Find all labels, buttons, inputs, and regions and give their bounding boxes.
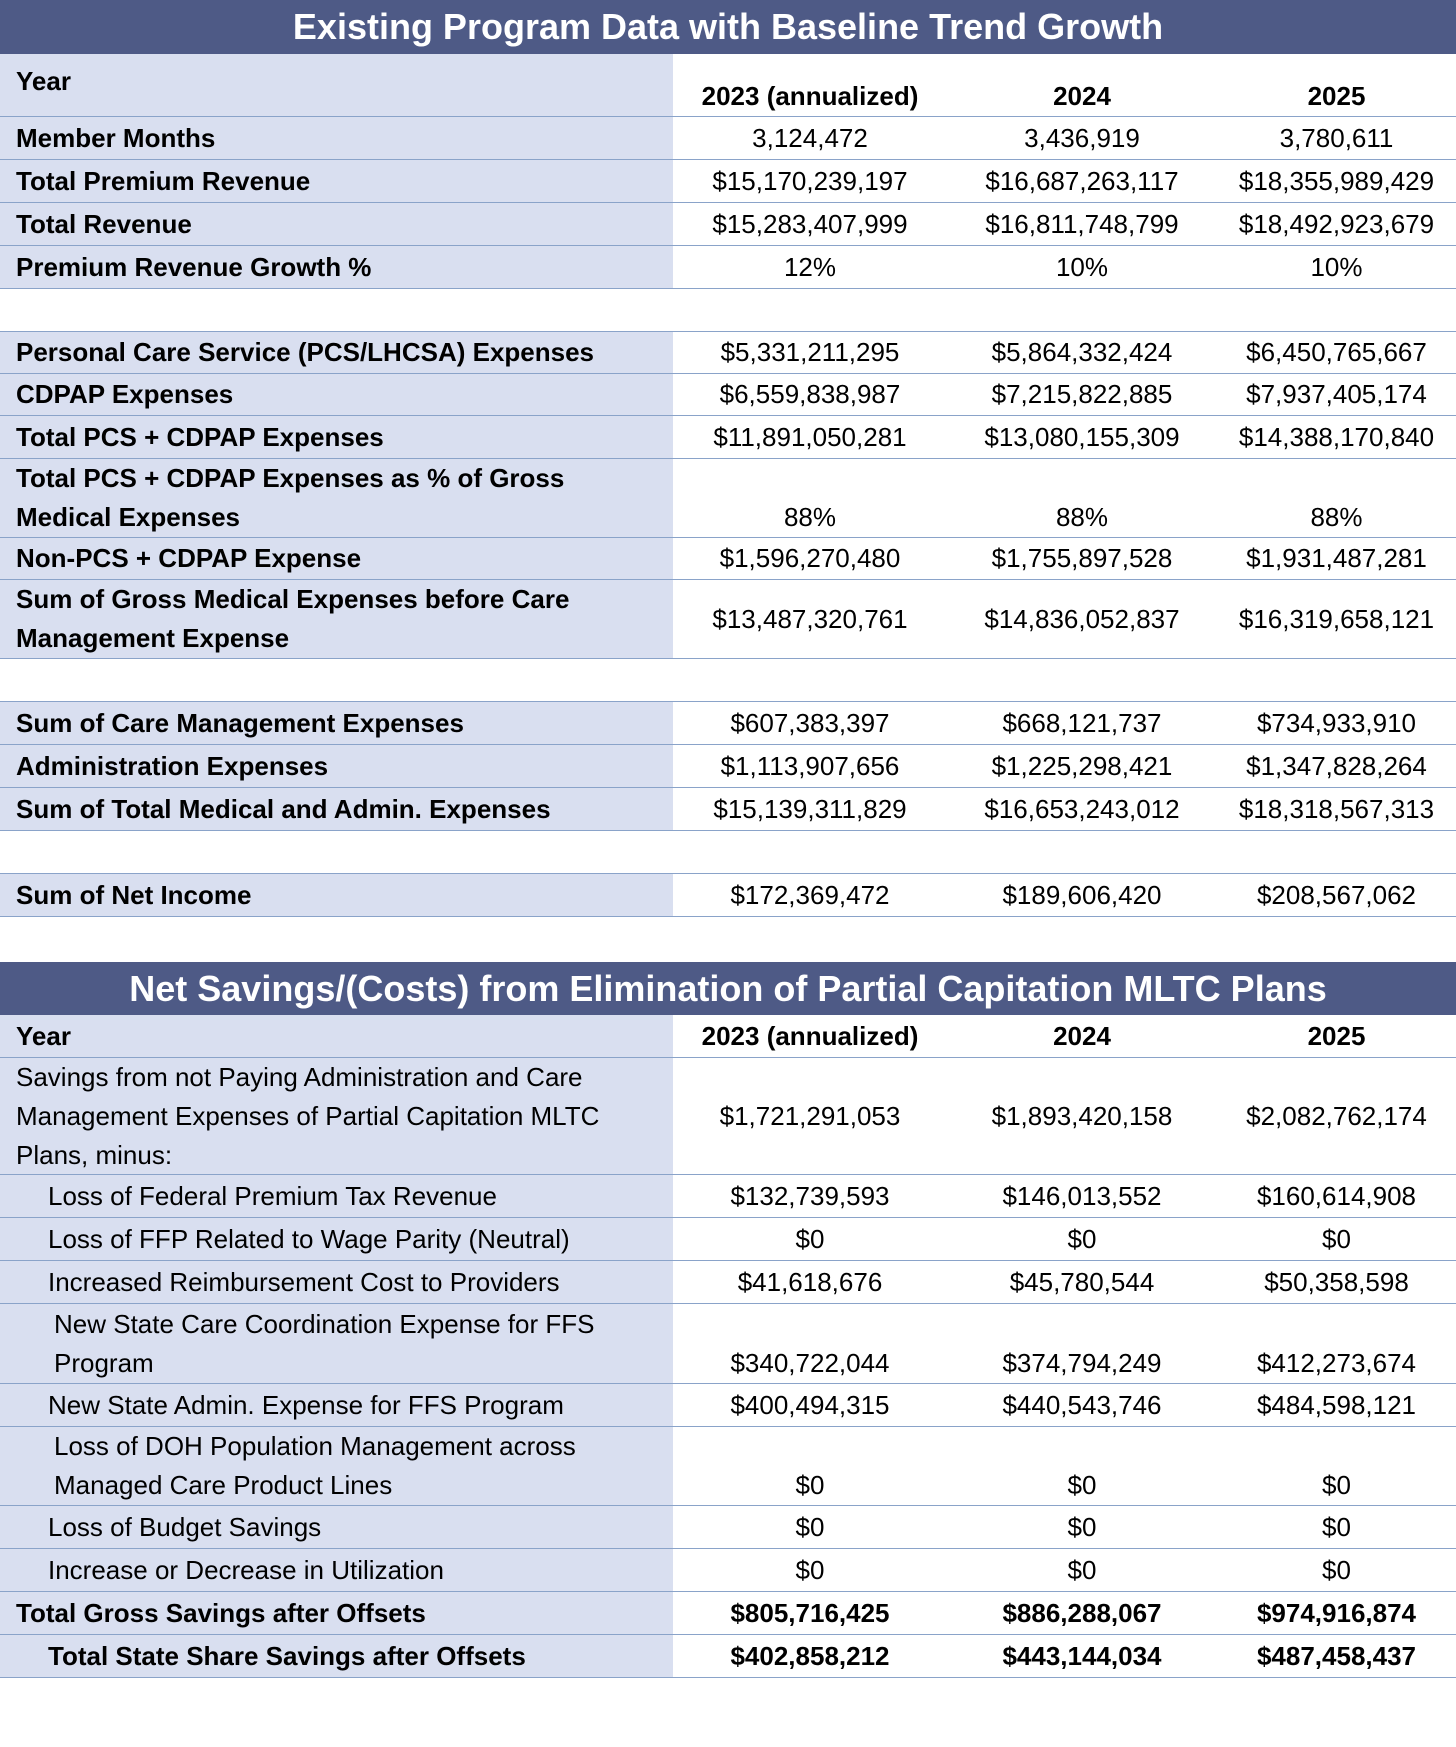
- row-value: $1,113,907,656: [720, 750, 900, 781]
- row-value: $734,933,910: [1256, 707, 1417, 738]
- row-value: 88%: [1310, 502, 1363, 532]
- row-value: $0: [795, 1511, 825, 1542]
- row-value: $2,082,762,174: [1246, 1100, 1427, 1131]
- table-row: [0, 874, 1456, 917]
- row-value: $50,358,598: [1264, 1266, 1409, 1297]
- row-label: Administration Expenses: [0, 745, 673, 787]
- row-value: $0: [795, 1223, 825, 1254]
- row-value: $189,606,420: [1002, 879, 1162, 910]
- spacer-cell: [0, 659, 673, 701]
- row-label: CDPAP Expenses: [0, 374, 673, 415]
- row-value: $16,653,243,012: [984, 793, 1180, 824]
- row-value: $886,288,067: [1002, 1597, 1162, 1628]
- spacer-row: [0, 831, 1456, 874]
- row-label: Loss of Federal Premium Tax Revenue: [0, 1175, 673, 1217]
- table2-header-row: [0, 1015, 1456, 1058]
- table2-header-col-2025: 2025: [1307, 1020, 1366, 1051]
- table2-header-col-2023: 2023 (annualized): [701, 1020, 919, 1051]
- table1-header-row: [0, 54, 1456, 117]
- table-row: [0, 1218, 1456, 1261]
- table-row: [0, 1175, 1456, 1218]
- row-label: Sum of Gross Medical Expenses before Care Management Expense: [0, 580, 673, 658]
- row-value: $132,739,593: [730, 1180, 890, 1211]
- row-value: $0: [1322, 1511, 1351, 1542]
- row-value: $443,144,034: [1002, 1640, 1162, 1671]
- row-value: $1,347,828,264: [1246, 750, 1427, 781]
- row-value: $412,273,674: [1256, 1348, 1417, 1378]
- row-value: $16,319,658,121: [1238, 603, 1435, 634]
- row-label: Increase or Decrease in Utilization: [0, 1549, 673, 1591]
- table-row: [0, 203, 1456, 246]
- row-label: Personal Care Service (PCS/LHCSA) Expenses: [0, 332, 673, 373]
- row-value: $13,080,155,309: [984, 421, 1180, 452]
- row-value: $668,121,737: [1002, 707, 1162, 738]
- row-value: 3,780,611: [1279, 122, 1394, 153]
- row-label: Sum of Care Management Expenses: [0, 702, 673, 744]
- row-label: Non-PCS + CDPAP Expense: [0, 538, 673, 579]
- row-value: 10%: [1310, 251, 1363, 282]
- table-row: [0, 788, 1456, 831]
- row-value: $18,492,923,679: [1238, 208, 1435, 239]
- table1-title-text: Existing Program Data with Baseline Trend Growth: [292, 6, 1164, 47]
- row-label: Total PCS + CDPAP Expenses as % of Gross Medical Expenses: [0, 459, 673, 537]
- row-label: Member Months: [0, 117, 673, 159]
- row-value: $1,721,291,053: [719, 1100, 901, 1131]
- row-value: $0: [1067, 1511, 1097, 1542]
- row-value: $607,383,397: [730, 707, 890, 738]
- row-value: $16,811,748,799: [985, 208, 1179, 239]
- row-value: $16,687,263,117: [985, 165, 1179, 196]
- row-value: $0: [1322, 1223, 1351, 1254]
- row-value: $1,931,487,281: [1246, 543, 1427, 573]
- row-label: Sum of Net Income: [0, 874, 673, 916]
- row-value: $41,618,676: [737, 1266, 883, 1297]
- row-label: Total Gross Savings after Offsets: [0, 1592, 673, 1634]
- table-row: [0, 1592, 1456, 1635]
- row-value: $400,494,315: [730, 1389, 890, 1420]
- table2-title-text: Net Savings/(Costs) from Elimination of Partial Capitation MLTC Plans: [129, 968, 1327, 1009]
- table-row: [0, 1261, 1456, 1304]
- row-value: $146,013,552: [1002, 1180, 1162, 1211]
- row-label: New State Admin. Expense for FFS Program: [0, 1384, 673, 1426]
- row-value: 10%: [1055, 251, 1109, 282]
- row-value: $208,567,062: [1256, 879, 1417, 910]
- row-label: Loss of Budget Savings: [0, 1506, 673, 1548]
- row-label: Total Revenue: [0, 203, 673, 245]
- row-value: $974,916,874: [1256, 1597, 1417, 1628]
- table1-header-label: Year: [0, 54, 673, 116]
- table-row: [0, 332, 1456, 374]
- row-label: Savings from not Paying Administration and Care Management Expenses of Partial Capitation MLTC Plans, minus:: [0, 1058, 673, 1174]
- table-row: [0, 1384, 1456, 1427]
- table-row: [0, 416, 1456, 459]
- row-value: $14,836,052,837: [984, 603, 1180, 634]
- row-value: $18,318,567,313: [1238, 793, 1435, 824]
- row-value: $0: [1067, 1223, 1097, 1254]
- row-value: $0: [795, 1470, 825, 1500]
- table-row: [0, 246, 1456, 289]
- table2-header-label: Year: [0, 1015, 673, 1057]
- row-value: $14,388,170,840: [1238, 421, 1435, 452]
- row-value: 3,124,472: [752, 122, 868, 153]
- spacer-row: [0, 289, 1456, 332]
- spacer-row: [0, 659, 1456, 702]
- row-label: Total Premium Revenue: [0, 160, 673, 202]
- table-row: [0, 117, 1456, 160]
- row-value: 88%: [783, 502, 837, 532]
- row-value: $1,596,270,480: [719, 543, 901, 573]
- row-value: $18,355,989,429: [1238, 165, 1435, 196]
- row-value: $484,598,121: [1256, 1389, 1417, 1420]
- table-row: [0, 1549, 1456, 1592]
- table-row: [0, 580, 1456, 659]
- table-row: [0, 160, 1456, 203]
- row-value: 12%: [783, 251, 837, 282]
- table1-header-col-2025: 2025: [1307, 81, 1366, 111]
- row-value: $160,614,908: [1256, 1180, 1417, 1211]
- table1-header-col-2023: 2023 (annualized): [701, 81, 919, 111]
- row-label: Total State Share Savings after Offsets: [0, 1635, 673, 1677]
- table-row: [0, 374, 1456, 416]
- row-value: $1,893,420,158: [991, 1100, 1173, 1131]
- row-value: 3,436,919: [1024, 122, 1140, 153]
- row-label: Loss of FFP Related to Wage Parity (Neutral): [0, 1218, 673, 1260]
- row-value: $487,458,437: [1256, 1640, 1417, 1671]
- row-label: New State Care Coordination Expense for FFS Program: [0, 1304, 673, 1383]
- row-value: $0: [795, 1554, 825, 1585]
- table-row: [0, 1058, 1456, 1175]
- row-value: $1,225,298,421: [991, 750, 1173, 781]
- row-value: $15,283,407,999: [712, 208, 908, 239]
- table-row: [0, 745, 1456, 788]
- row-label: Total PCS + CDPAP Expenses: [0, 416, 673, 458]
- row-value: $15,170,239,197: [712, 165, 908, 196]
- row-value: $0: [1322, 1554, 1351, 1585]
- row-value: $5,864,332,424: [991, 337, 1173, 367]
- row-value: $13,487,320,761: [712, 603, 908, 634]
- spacer-cell: [0, 831, 673, 873]
- row-value: $6,559,838,987: [719, 379, 901, 409]
- table1-header-col-2024: 2024: [1053, 81, 1111, 111]
- row-value: $402,858,212: [730, 1640, 890, 1671]
- table-row: [0, 1304, 1456, 1384]
- table-row: [0, 538, 1456, 580]
- row-value: $0: [1067, 1554, 1097, 1585]
- row-value: $7,937,405,174: [1246, 379, 1427, 409]
- row-value: $440,543,746: [1002, 1389, 1162, 1420]
- table-row: [0, 1635, 1456, 1678]
- row-value: $1,755,897,528: [991, 543, 1173, 573]
- row-value: $172,369,472: [730, 879, 890, 910]
- row-value: $0: [1322, 1470, 1351, 1500]
- row-value: $15,139,311,829: [713, 793, 907, 824]
- row-label: Sum of Total Medical and Admin. Expenses: [0, 788, 673, 830]
- table-row: [0, 1427, 1456, 1506]
- row-value: $0: [1067, 1470, 1097, 1500]
- row-value: $5,331,211,295: [720, 337, 900, 367]
- row-value: $340,722,044: [730, 1348, 890, 1378]
- row-value: $7,215,822,885: [991, 379, 1173, 409]
- row-value: $6,450,765,667: [1246, 337, 1427, 367]
- table-row: [0, 1506, 1456, 1549]
- table-row: [0, 702, 1456, 745]
- table-row: [0, 459, 1456, 538]
- table2-header-col-2024: 2024: [1053, 1020, 1111, 1051]
- table1-title: [0, 0, 1456, 54]
- spacer-cell: [0, 289, 673, 331]
- row-label: Loss of DOH Population Management across Managed Care Product Lines: [0, 1427, 673, 1505]
- row-value: $45,780,544: [1009, 1266, 1155, 1297]
- row-value: $11,891,050,281: [713, 421, 907, 452]
- row-label: Increased Reimbursement Cost to Providers: [0, 1261, 673, 1303]
- row-value: 88%: [1055, 502, 1109, 532]
- row-label: Premium Revenue Growth %: [0, 246, 673, 288]
- table2-title: [0, 962, 1456, 1015]
- row-value: $374,794,249: [1002, 1348, 1162, 1378]
- row-value: $805,716,425: [730, 1597, 890, 1628]
